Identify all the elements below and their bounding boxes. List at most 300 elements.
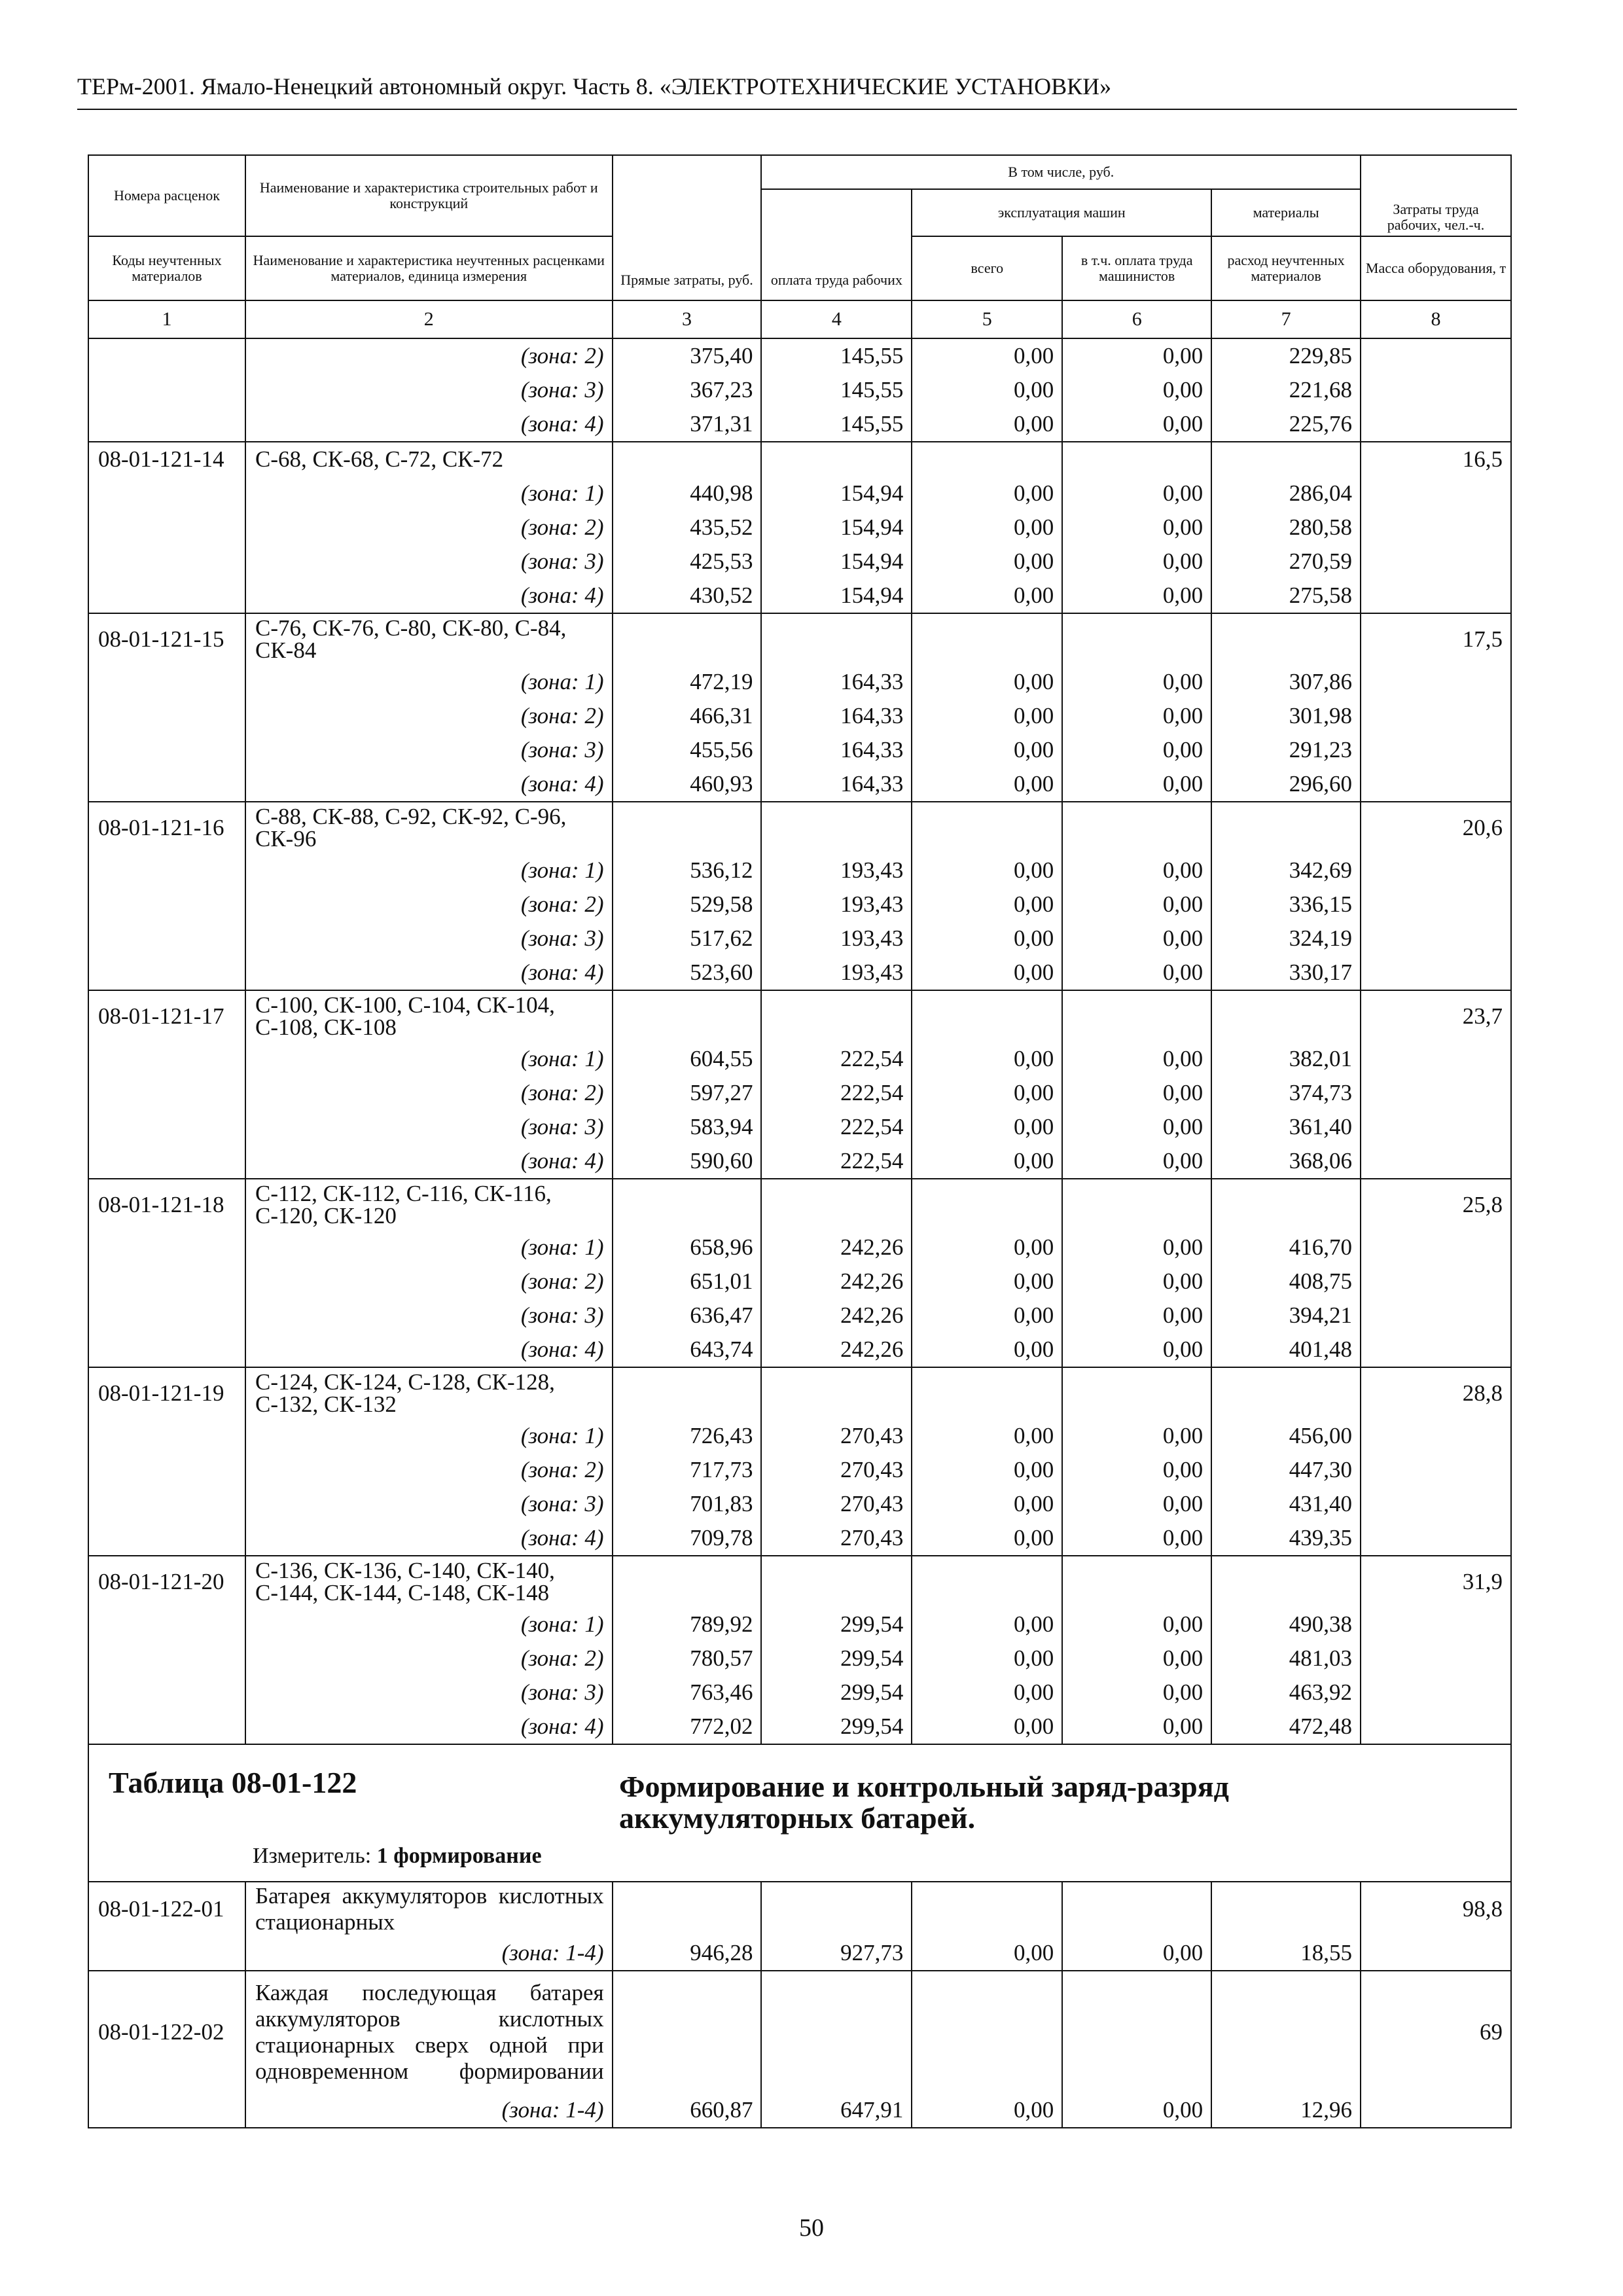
item-code: 08-01-121-15 (88, 613, 245, 665)
column-number: 7 (1211, 300, 1361, 338)
machinists-cost-cell: 0,00 (1062, 1419, 1211, 1453)
item-mass: 98,8 (1361, 1882, 1511, 1936)
materials-cost-cell: 481,03 (1211, 1641, 1361, 1676)
zone-row (88, 1230, 1511, 1265)
labor-cost-cell: 164,33 (761, 665, 912, 699)
zone-cell: (зона: 3) (245, 1676, 613, 1710)
code-cell (88, 956, 245, 990)
empty-cell (1062, 990, 1211, 1042)
labor-cost-cell: 164,33 (761, 767, 912, 802)
zone-row (88, 511, 1511, 545)
empty-cell (761, 613, 912, 665)
labor-cost-cell: 299,54 (761, 1710, 912, 1744)
code-cell (88, 1521, 245, 1556)
machines-cost-cell: 0,00 (912, 511, 1062, 545)
materials-cost-cell: 342,69 (1211, 853, 1361, 888)
machinists-cost-cell: 0,00 (1062, 888, 1211, 922)
materials-cost-cell: 401,48 (1211, 1333, 1361, 1367)
machines-cost-cell: 0,00 (912, 922, 1062, 956)
empty-cell (613, 613, 762, 665)
mass-cell (1361, 1607, 1511, 1641)
zone-cell: (зона: 2) (245, 1265, 613, 1299)
rates-table (88, 154, 1512, 2128)
empty-cell (761, 1179, 912, 1230)
item-mass: 31,9 (1361, 1556, 1511, 1607)
materials-cost-cell: 221,68 (1211, 373, 1361, 407)
direct-cost-cell: 472,19 (613, 665, 762, 699)
section-header (88, 1744, 1511, 1882)
machines-cost-cell: 0,00 (912, 476, 1062, 511)
code-cell (88, 699, 245, 733)
direct-cost-cell: 590,60 (613, 1144, 762, 1179)
section-heading: Формирование и контрольный заряд-разряд аккумуляторных батарей. (619, 1770, 1229, 1835)
materials-cost-cell: 416,70 (1211, 1230, 1361, 1265)
zone-row (88, 1333, 1511, 1367)
item-header-row (88, 1882, 1511, 1936)
empty-cell (761, 802, 912, 853)
zone-row (88, 1487, 1511, 1521)
materials-cost-cell: 431,40 (1211, 1487, 1361, 1521)
empty-cell (1062, 1556, 1211, 1607)
direct-cost-cell: 772,02 (613, 1710, 762, 1744)
column-number: 8 (1361, 300, 1511, 338)
code-cell (88, 922, 245, 956)
mass-cell (1361, 1110, 1511, 1144)
mass-cell (1361, 1230, 1511, 1265)
machinists-cost-cell: 0,00 (1062, 1676, 1211, 1710)
empty-cell (613, 442, 762, 476)
direct-cost-cell: 643,74 (613, 1333, 762, 1367)
code-cell (88, 1076, 245, 1110)
mass-cell (1361, 1676, 1511, 1710)
machines-cost-cell: 0,00 (912, 1299, 1062, 1333)
mass-cell (1361, 1487, 1511, 1521)
materials-cost-cell: 275,58 (1211, 579, 1361, 613)
item-header-row (88, 613, 1511, 665)
materials-cost-cell: 286,04 (1211, 476, 1361, 511)
item-code: 08-01-121-14 (88, 442, 245, 476)
materials-cost-cell: 463,92 (1211, 1676, 1361, 1710)
machines-cost-cell: 0,00 (912, 1230, 1062, 1265)
machinists-cost-cell: 0,00 (1062, 1453, 1211, 1487)
labor-cost-cell: 154,94 (761, 579, 912, 613)
zone-cell: (зона: 2) (245, 338, 613, 373)
column-number: 3 (613, 300, 762, 338)
empty-cell (613, 1179, 762, 1230)
labor-cost-cell: 647,91 (761, 2093, 912, 2128)
empty-cell (761, 1556, 912, 1607)
empty-cell (1211, 1556, 1361, 1607)
col7-header: расход неучтенных материалов (1211, 236, 1361, 300)
materials-cost-cell: 408,75 (1211, 1265, 1361, 1299)
item-code: 08-01-122-02 (88, 1971, 245, 2093)
labor-cost-cell: 193,43 (761, 922, 912, 956)
zone-cell: (зона: 2) (245, 1453, 613, 1487)
empty-cell (761, 1971, 912, 2093)
item-code: 08-01-121-16 (88, 802, 245, 853)
zone-row (88, 1453, 1511, 1487)
machinists-cost-cell: 0,00 (1062, 1230, 1211, 1265)
zone-row (88, 1710, 1511, 1744)
materials-cost-cell: 330,17 (1211, 956, 1361, 990)
zone-cell: (зона: 1) (245, 1230, 613, 1265)
section-table-body (88, 1882, 1511, 2128)
page-number: 50 (799, 2214, 824, 2242)
zone-row (88, 1641, 1511, 1676)
machinists-cost-cell: 0,00 (1062, 1333, 1211, 1367)
zone-cell: (зона: 3) (245, 373, 613, 407)
direct-cost-cell: 604,55 (613, 1042, 762, 1076)
direct-cost-cell: 523,60 (613, 956, 762, 990)
direct-cost-cell: 763,46 (613, 1676, 762, 1710)
direct-cost-cell: 583,94 (613, 1110, 762, 1144)
zone-cell: (зона: 3) (245, 545, 613, 579)
direct-cost-cell: 946,28 (613, 1936, 762, 1971)
machines-cost-cell: 0,00 (912, 733, 1062, 767)
code-cell (88, 1230, 245, 1265)
code-cell (88, 1676, 245, 1710)
labor-cost-cell: 242,26 (761, 1333, 912, 1367)
zone-row (88, 1676, 1511, 1710)
labor-cost-cell: 154,94 (761, 545, 912, 579)
col8-top-header: Затраты труда рабочих, чел.-ч. (1361, 155, 1511, 236)
item-header-row (88, 990, 1511, 1042)
empty-cell (912, 1179, 1062, 1230)
materials-header: материалы (1211, 189, 1361, 236)
machinists-cost-cell: 0,00 (1062, 511, 1211, 545)
zone-row (88, 579, 1511, 613)
item-code: 08-01-121-19 (88, 1367, 245, 1419)
item-mass: 23,7 (1361, 990, 1511, 1042)
code-cell (88, 545, 245, 579)
code-cell (88, 373, 245, 407)
machinists-cost-cell: 0,00 (1062, 373, 1211, 407)
direct-cost-cell: 375,40 (613, 338, 762, 373)
materials-cost-cell: 229,85 (1211, 338, 1361, 373)
direct-cost-cell: 460,93 (613, 767, 762, 802)
labor-cost-cell: 145,55 (761, 338, 912, 373)
code-cell (88, 665, 245, 699)
machinists-cost-cell: 0,00 (1062, 665, 1211, 699)
labor-cost-cell: 270,43 (761, 1487, 912, 1521)
labor-cost-cell: 154,94 (761, 511, 912, 545)
materials-cost-cell: 336,15 (1211, 888, 1361, 922)
empty-cell (613, 990, 762, 1042)
machinists-cost-cell: 0,00 (1062, 1521, 1211, 1556)
empty-cell (1062, 1882, 1211, 1936)
machines-cost-cell: 0,00 (912, 888, 1062, 922)
mass-cell (1361, 2093, 1511, 2128)
mass-cell (1361, 1710, 1511, 1744)
item-mass: 25,8 (1361, 1179, 1511, 1230)
machines-cost-cell: 0,00 (912, 1641, 1062, 1676)
item-name: С-68, СК-68, С-72, СК-72 (245, 442, 613, 476)
materials-cost-cell: 18,55 (1211, 1936, 1361, 1971)
materials-cost-cell: 382,01 (1211, 1042, 1361, 1076)
machines-cost-cell: 0,00 (912, 2093, 1062, 2128)
direct-cost-cell: 726,43 (613, 1419, 762, 1453)
code-cell (88, 579, 245, 613)
direct-cost-cell: 371,31 (613, 407, 762, 442)
mass-cell (1361, 1299, 1511, 1333)
column-number: 5 (912, 300, 1062, 338)
empty-cell (912, 1556, 1062, 1607)
table-header (88, 155, 1511, 338)
item-name: С-124, СК-124, С-128, СК-128, С-132, СК-132 (245, 1367, 613, 1419)
col1-bottom-header: Коды неучтенных материалов (88, 236, 245, 300)
machinists-cost-cell: 0,00 (1062, 545, 1211, 579)
zone-row (88, 1936, 1511, 1971)
machines-cost-cell: 0,00 (912, 1419, 1062, 1453)
zone-row (88, 1144, 1511, 1179)
empty-cell (613, 802, 762, 853)
mass-cell (1361, 1419, 1511, 1453)
machinists-cost-cell: 0,00 (1062, 1641, 1211, 1676)
code-cell (88, 1265, 245, 1299)
mass-cell (1361, 1076, 1511, 1110)
zone-cell: (зона: 4) (245, 407, 613, 442)
zone-row (88, 1607, 1511, 1641)
mass-cell (1361, 888, 1511, 922)
code-cell (88, 2093, 245, 2128)
empty-cell (1211, 442, 1361, 476)
mass-cell (1361, 1042, 1511, 1076)
item-code: 08-01-121-18 (88, 1179, 245, 1230)
empty-cell (1062, 1179, 1211, 1230)
zone-cell: (зона: 3) (245, 1110, 613, 1144)
zone-cell: (зона: 1) (245, 1607, 613, 1641)
code-cell (88, 888, 245, 922)
code-cell (88, 733, 245, 767)
labor-cost-cell: 242,26 (761, 1299, 912, 1333)
zone-cell: (зона: 3) (245, 1487, 613, 1521)
item-code: 08-01-121-17 (88, 990, 245, 1042)
labor-cost-cell: 270,43 (761, 1521, 912, 1556)
incl-header: В том числе, руб. (761, 155, 1361, 189)
zone-row (88, 1265, 1511, 1299)
code-cell (88, 1641, 245, 1676)
machines-cost-cell: 0,00 (912, 1487, 1062, 1521)
labor-cost-cell: 222,54 (761, 1144, 912, 1179)
item-code: 08-01-122-01 (88, 1882, 245, 1936)
direct-cost-cell: 658,96 (613, 1230, 762, 1265)
mass-cell (1361, 767, 1511, 802)
machines-cost-cell: 0,00 (912, 1936, 1062, 1971)
item-header-row (88, 442, 1511, 476)
empty-cell (912, 802, 1062, 853)
mass-cell (1361, 1144, 1511, 1179)
machines-cost-cell: 0,00 (912, 579, 1062, 613)
machines-cost-cell: 0,00 (912, 1453, 1062, 1487)
section-meter (253, 1844, 542, 1868)
table-row (88, 407, 1511, 442)
empty-cell (1211, 1882, 1361, 1936)
zone-cell: (зона: 4) (245, 767, 613, 802)
materials-cost-cell: 472,48 (1211, 1710, 1361, 1744)
mass-cell (1361, 373, 1511, 407)
mass-cell (1361, 1453, 1511, 1487)
item-header-row (88, 1971, 1511, 2093)
zone-cell: (зона: 1) (245, 853, 613, 888)
zone-row (88, 1110, 1511, 1144)
empty-cell (1062, 802, 1211, 853)
direct-cost-cell: 440,98 (613, 476, 762, 511)
zone-cell: (зона: 2) (245, 699, 613, 733)
machinists-cost-cell: 0,00 (1062, 1710, 1211, 1744)
zone-row (88, 767, 1511, 802)
materials-cost-cell: 490,38 (1211, 1607, 1361, 1641)
zone-cell: (зона: 1) (245, 665, 613, 699)
machines-cost-cell: 0,00 (912, 1710, 1062, 1744)
empty-cell (761, 1367, 912, 1419)
item-name: Батарея аккумуляторов кислотных стационарных (245, 1882, 613, 1936)
zone-cell: (зона: 4) (245, 956, 613, 990)
materials-cost-cell: 439,35 (1211, 1521, 1361, 1556)
zone-row (88, 733, 1511, 767)
zone-row (88, 1419, 1511, 1453)
item-name: С-112, СК-112, С-116, СК-116, С-120, СК-120 (245, 1179, 613, 1230)
zone-cell: (зона: 2) (245, 1641, 613, 1676)
column-number: 4 (761, 300, 912, 338)
section-header-body (88, 1744, 1511, 1882)
code-cell (88, 511, 245, 545)
machines-cost-cell: 0,00 (912, 853, 1062, 888)
item-mass: 69 (1361, 1971, 1511, 2093)
empty-cell (912, 442, 1062, 476)
machines-cost-cell: 0,00 (912, 1042, 1062, 1076)
zone-cell: (зона: 4) (245, 1144, 613, 1179)
machines-cost-cell: 0,00 (912, 1076, 1062, 1110)
empty-cell (613, 1882, 762, 1936)
direct-cost-cell: 529,58 (613, 888, 762, 922)
mass-cell (1361, 1333, 1511, 1367)
materials-cost-cell: 301,98 (1211, 699, 1361, 733)
direct-cost-cell: 430,52 (613, 579, 762, 613)
empty-cell (613, 1556, 762, 1607)
item-mass: 20,6 (1361, 802, 1511, 853)
direct-cost-cell: 597,27 (613, 1076, 762, 1110)
materials-cost-cell: 447,30 (1211, 1453, 1361, 1487)
zone-cell: (зона: 3) (245, 1299, 613, 1333)
machines-cost-cell: 0,00 (912, 699, 1062, 733)
empty-cell (761, 442, 912, 476)
labor-cost-cell: 242,26 (761, 1230, 912, 1265)
mass-cell (1361, 407, 1511, 442)
col2-bottom-header: Наименование и характеристика неучтенных расценками материалов, единица измерения (245, 236, 613, 300)
zone-cell: (зона: 1) (245, 1042, 613, 1076)
labor-cost-cell: 154,94 (761, 476, 912, 511)
empty-cell (912, 613, 1062, 665)
item-name: Каждая последующая батарея аккумуляторов кислотных стационарных сверх одной при одновременном формировании (245, 1971, 613, 2093)
labor-cost-cell: 193,43 (761, 888, 912, 922)
materials-cost-cell: 324,19 (1211, 922, 1361, 956)
labor-cost-cell: 222,54 (761, 1076, 912, 1110)
zone-row (88, 922, 1511, 956)
machinists-cost-cell: 0,00 (1062, 767, 1211, 802)
machines-cost-cell: 0,00 (912, 665, 1062, 699)
table-row (88, 338, 1511, 373)
item-name: С-136, СК-136, С-140, СК-140, С-144, СК-144, С-148, СК-148 (245, 1556, 613, 1607)
empty-cell (1062, 613, 1211, 665)
col5-header: всего (912, 236, 1062, 300)
direct-cost-cell: 660,87 (613, 2093, 762, 2128)
materials-cost-cell: 291,23 (1211, 733, 1361, 767)
labor-cost-cell: 193,43 (761, 853, 912, 888)
item-name: С-76, СК-76, С-80, СК-80, С-84, СК-84 (245, 613, 613, 665)
machinists-cost-cell: 0,00 (1062, 699, 1211, 733)
machinists-cost-cell: 0,00 (1062, 956, 1211, 990)
empty-cell (912, 1971, 1062, 2093)
item-name: С-88, СК-88, С-92, СК-92, С-96, СК-96 (245, 802, 613, 853)
empty-cell (1211, 1179, 1361, 1230)
labor-cost-cell: 193,43 (761, 956, 912, 990)
empty-cell (613, 1971, 762, 2093)
zone-row (88, 665, 1511, 699)
direct-cost-cell: 780,57 (613, 1641, 762, 1676)
item-code: 08-01-121-20 (88, 1556, 245, 1607)
materials-cost-cell: 394,21 (1211, 1299, 1361, 1333)
mass-cell (1361, 1265, 1511, 1299)
direct-cost-cell: 651,01 (613, 1265, 762, 1299)
materials-cost-cell: 280,58 (1211, 511, 1361, 545)
machines-cost-cell: 0,00 (912, 338, 1062, 373)
mass-cell (1361, 476, 1511, 511)
code-cell (88, 1710, 245, 1744)
machinists-cost-cell: 0,00 (1062, 338, 1211, 373)
machinists-cost-cell: 0,00 (1062, 1144, 1211, 1179)
column-numbers-row (88, 300, 1511, 338)
direct-cost-cell: 536,12 (613, 853, 762, 888)
zone-cell: (зона: 1) (245, 1419, 613, 1453)
mass-cell (1361, 1641, 1511, 1676)
machinists-cost-cell: 0,00 (1062, 2093, 1211, 2128)
machines-cost-cell: 0,00 (912, 1144, 1062, 1179)
item-header-row (88, 1556, 1511, 1607)
zone-row (88, 699, 1511, 733)
empty-cell (912, 990, 1062, 1042)
machines-header: эксплуатация машин (912, 189, 1211, 236)
code-cell (88, 1419, 245, 1453)
zone-cell: (зона: 3) (245, 733, 613, 767)
code-cell (88, 338, 245, 373)
machinists-cost-cell: 0,00 (1062, 853, 1211, 888)
zone-row (88, 476, 1511, 511)
materials-cost-cell: 296,60 (1211, 767, 1361, 802)
machines-cost-cell: 0,00 (912, 1333, 1062, 1367)
zone-row (88, 956, 1511, 990)
machines-cost-cell: 0,00 (912, 1607, 1062, 1641)
direct-cost-cell: 636,47 (613, 1299, 762, 1333)
item-mass: 28,8 (1361, 1367, 1511, 1419)
machines-cost-cell: 0,00 (912, 545, 1062, 579)
empty-cell (1062, 442, 1211, 476)
materials-cost-cell: 307,86 (1211, 665, 1361, 699)
labor-cost-cell: 299,54 (761, 1607, 912, 1641)
materials-cost-cell: 456,00 (1211, 1419, 1361, 1453)
code-cell (88, 1936, 245, 1971)
direct-cost-cell: 717,73 (613, 1453, 762, 1487)
direct-cost-cell: 425,53 (613, 545, 762, 579)
col2-top-header: Наименование и характеристика строительных работ и конструкций (245, 155, 613, 236)
direct-cost-cell: 789,92 (613, 1607, 762, 1641)
zone-cell: (зона: 4) (245, 1521, 613, 1556)
mass-cell (1361, 511, 1511, 545)
mass-cell (1361, 699, 1511, 733)
machines-cost-cell: 0,00 (912, 407, 1062, 442)
labor-cost-cell: 299,54 (761, 1641, 912, 1676)
code-cell (88, 1110, 245, 1144)
direct-cost-cell: 709,78 (613, 1521, 762, 1556)
